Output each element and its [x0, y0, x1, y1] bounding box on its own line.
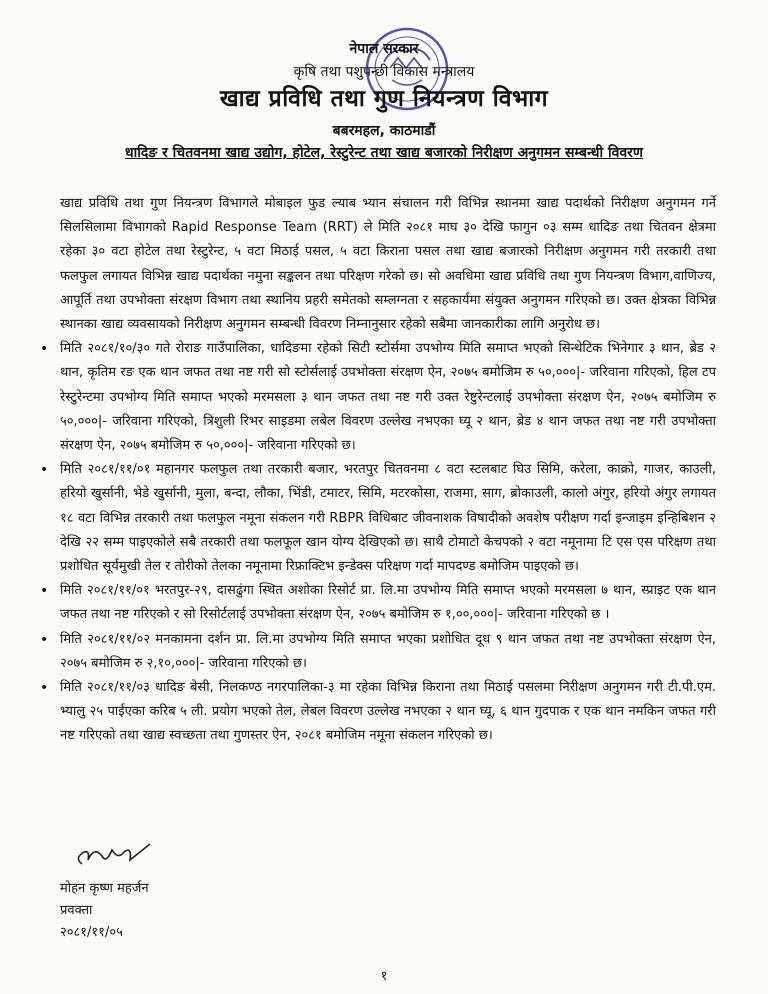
list-item — [40, 337, 716, 458]
page-number: १ — [380, 969, 388, 984]
ministry-name: कृषि तथा पशुपन्छी विकास मन्त्रालय — [293, 64, 475, 80]
list-item-text: मिति २०८१/११/०१ महानगर फलफुल तथा तरकारी बजार, भरतपुर चितवनमा ८ वटा स्टलबाट घिउ सिमि, करेला, काक्रो, गाजर, काउली, हरियो खुर्सानी, भेडे खुर्सानी, मुला, बन्दा, लौका, भिंडी, टमाटर, सिमि, मटरकोसा, राजमा, साग, ब्रोकाउली, कालो अंगुर, हरियो अंगुर लगायत १८ वटा विभिन्न तरकारी तथा फलफुल नमूना संकलन गरी RBPR विधिबाट जीवनाशक विषादीको अवशेष परीक्षण गर्दा इन्जाइम इन्हिबिशन २ देखि २२ सम्म पाइएकोले सबै तरकारी तथा फलफूल खान योग्य देखिएको छ। साथै टोमाटो केचपको २ वटा नमूनामा टि एस एस परिक्षण तथा प्रशोधित सूर्यमुखी तेल र तोरीको तेलका नमूनामा रिफ्राक्टिभ इन्डेक्स परिक्षण गर्दा मापदण्ड बमोजिम पाइएको छ। — [60, 462, 716, 575]
government-name: नेपाल सरकार — [349, 41, 419, 57]
bullet-icon: • — [40, 680, 49, 697]
signatory-name: मोहन कृष्ण महर्जन — [60, 881, 149, 896]
bullet-icon: • — [40, 631, 49, 648]
bullet-icon: • — [40, 583, 49, 600]
signature-date: २०८१/११/०५ — [60, 925, 123, 940]
document-subject: धादिङ र चितवनमा खाद्य उद्योग, होटेल, रेस्टुरेन्ट तथा खाद्य बजारको निरीक्षण अनुगमन सम्बन्धी विवरण — [124, 145, 644, 161]
document-body — [40, 192, 716, 749]
list-item — [40, 579, 716, 627]
department-address: बबरमहल, काठमाडौं — [332, 123, 436, 139]
list-item-text: मिति २०८१/१०/३० गते रोराङ गाउँपालिका, धादिङमा रहेको सिटी स्टोर्समा उपभोग्य मिति समाप्त भएको सिन्थेटिक भिनेगार ३ थान, ब्रेड २ थान, कृतिम रङ एक थान जफत तथा नष्ट गरी सो स्टोर्सलाई उपभोक्ता संरक्षण ऐन, २०७५ बमोजिम रु ५०,०००|- जरिवाना गरिएको, हिल टप रेस्टुरेन्टमा उपभोग्य मिति समाप्त भएको मरमसला ३ थान जफत तथा नष्ट गरी उक्त रेष्टुरेन्टलाई उपभोक्ता संरक्षण ऐन, २०७५ बमोजिम रु ५०,०००|- जरिवाना गरिएको, त्रिशुली रिभर साइडमा लबेल विवरण उल्लेख नभएका घ्यू २ थान, ब्रेड ४ थान जफत तथा नष्ट गरी उपभोक्ता संरक्षण ऐन, २०७५ बमोजिम रु ५०,०००|- जरिवाना गरिएको छ। — [60, 341, 716, 454]
bullet-icon: • — [40, 341, 49, 358]
list-item-text: मिति २०८१/११/०३ धादिङ बेसी, निलकण्ठ नगरपालिका-३ मा रहेका विभिन्न किराना तथा मिठाई पसलमा निरीक्षण अनुगमन गरी टी.पी.एम. भ्यालु २५ पाईएका करिब ५ ली. प्रयोग भएको तेल, लेबल विवरण उल्लेख नभएका २ थान घ्यू, ६ थान गुदपाक र एक थान नमकिन जफत गरी नष्ट गरिएको तथा खाद्य स्वच्छता तथा गुणस्तर ऐन, २०८१ बमोजिम नमूना संकलन गरिएको छ। — [60, 680, 716, 744]
letterhead — [0, 40, 768, 162]
list-item — [40, 676, 716, 749]
signatory-title: प्रवक्ता — [60, 903, 93, 918]
list-item-text: मिति २०८१/११/०२ मनकामना दर्शन प्रा. लि.मा उपभोग्य मिति समाप्त भएका प्रशोधित दूध ९ थान जफत तथा नष्ट उपभोक्ता संरक्षण ऐन, २०७५ बमोजिम रु २,१०,०००|- जरिवाना गरिएको छ। — [60, 631, 716, 671]
list-item — [40, 458, 716, 579]
list-item — [40, 628, 716, 676]
list-item-text: मिति २०८१/११/०१ भरतपुर-२९, दासढुंगा स्थित अशोका रिसोर्ट प्रा. लि.मा उपभोग्य मिति समाप्त भएको मरमसला ७ थान, स्प्राइट एक थान जफत तथा नष्ट गरिएको र सो रिसोर्टलाई उपभोक्ता संरक्षण ऐन, २०७५ बमोजिम रु १,००,०००|- जरिवाना गरिएको छ । — [60, 583, 716, 623]
bullet-icon: • — [40, 462, 49, 479]
signature-block — [60, 838, 170, 944]
inspection-list — [40, 337, 716, 748]
department-name: खाद्य प्रविधि तथा गुण नियन्त्रण विभाग — [219, 86, 549, 112]
handwritten-signature-icon — [60, 838, 170, 874]
intro-paragraph: खाद्य प्रविधि तथा गुण नियन्त्रण विभागले मोबाइल फुड ल्याब भ्यान संचालन गरी विभिन्न स्थानमा खाद्य पदार्थको निरीक्षण अनुगमन गर्ने सिलसिलामा विभागको Rapid Response Team (RRT) ले मिति २०८१ माघ ३० देखि फागुन ०३ सम्म धादिङ तथा चितवन क्षेत्रमा रहेका ३० वटा होटेल तथा रेस्टुरेन्ट, ५ वटा मिठाई पसल, ५ वटा किराना पसल तथा खाद्य बजारको निरीक्षण अनुगमन गरी तरकारी तथा फलफुल लगायत विभिन्न खाद्य पदार्थका नमुना सङ्कलन तथा परिक्षण गरेको छ। सो अवधिमा खाद्य प्रविधि तथा गुण नियन्त्रण विभाग,वाणिज्य, आपूर्ति तथा उपभोक्ता संरक्षण विभाग तथा स्थानिय प्रहरी समेतको सम्लग्नता र सहकार्यमा संयुक्त अनुगमन गरिएको छ। उक्त क्षेत्रका विभिन्न स्थानका खाद्य व्यवसायको निरीक्षण अनुगमन सम्बन्धी विवरण निम्नानुसार रहेको सबैमा जानकारीका लागि अनुरोध छ। — [60, 196, 716, 333]
